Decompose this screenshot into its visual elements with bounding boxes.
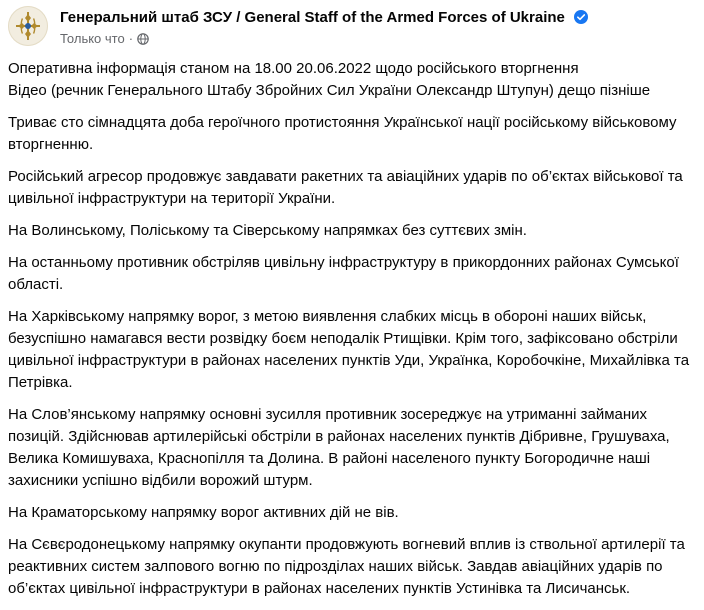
- post-paragraph: [8, 534, 698, 600]
- author-name[interactable]: Генеральний штаб ЗСУ / General Staff of the Armed Forces of Ukraine: [60, 9, 565, 26]
- paragraph-line: На Краматорському напрямку ворог активних дій не вів.: [8, 504, 399, 521]
- paragraph-line: На Волинському, Поліському та Сіверському напрямках без суттєвих змін.: [8, 222, 527, 239]
- post-text: [8, 58, 698, 610]
- post-paragraph: [8, 306, 698, 394]
- post-paragraph: [8, 404, 698, 492]
- post-header: [8, 6, 698, 54]
- globe-icon[interactable]: [137, 33, 149, 45]
- paragraph-line: На Харківському напрямку ворог, з метою виявлення слабких місць в обороні наших військ, безуспішно намагався вести розвідку боєм неподалік Ртищівки. Крім того, зафіксовано обстріли цивільної інфраструктури в районах населених пунктів Уди, Українка, Коробочкіне, Михайлівка та Петрівка.: [8, 308, 690, 391]
- meta-separator: ·: [128, 31, 134, 46]
- post-paragraph: [8, 112, 698, 156]
- paragraph-line: На Сєвєродонецькому напрямку окупанти продовжують вогневий вплив із ствольної артилерії та реактивних систем залпового вогню по підрозділах наших військ. Завдав авіаційних ударів по об’єктах цивільної інфраструктури в районах населених пунктів Устинівка та Лисичанськ.: [8, 536, 685, 597]
- paragraph-line: На останньому противник обстріляв цивільну інфраструктуру в прикордонних районах Сумської області.: [8, 254, 679, 293]
- post-paragraph: [8, 502, 698, 524]
- paragraph-line: Російський агресор продовжує завдавати ракетних та авіаційних ударів по об’єктах військової та цивільної інфраструктури на території України.: [8, 168, 683, 207]
- post-paragraph: [8, 252, 698, 296]
- post-paragraph: [8, 58, 698, 102]
- post-meta: [60, 31, 149, 46]
- paragraph-line: На Слов’янському напрямку основні зусилля противник зосереджує на утриманні займаних позицій. Здійснював артилерійські обстріли в районах населених пунктів Дібривне, Грушуваха, Велика Комишуваха, Краснопілля та Долина. В районі населеного пункту Богородичне наші захисники успішно відбили ворожий штурм.: [8, 406, 670, 489]
- post-paragraph: [8, 220, 698, 242]
- emblem-icon: [8, 6, 48, 46]
- author-line: [60, 9, 588, 27]
- paragraph-line: Триває сто сімнадцята доба героїчного протистояння Української нації російському військовому вторгненню.: [8, 114, 677, 153]
- paragraph-line: Відео (речник Генерального Штабу Збройних Сил України Олександр Штупун) дещо пізніше: [8, 82, 651, 99]
- page-avatar[interactable]: [8, 6, 48, 46]
- paragraph-line: Оперативна інформація станом на 18.00 20.06.2022 щодо російського вторгнення: [8, 60, 579, 77]
- verified-badge-icon: [574, 10, 588, 24]
- post-paragraph: [8, 166, 698, 210]
- post-timestamp[interactable]: Только что: [60, 31, 125, 46]
